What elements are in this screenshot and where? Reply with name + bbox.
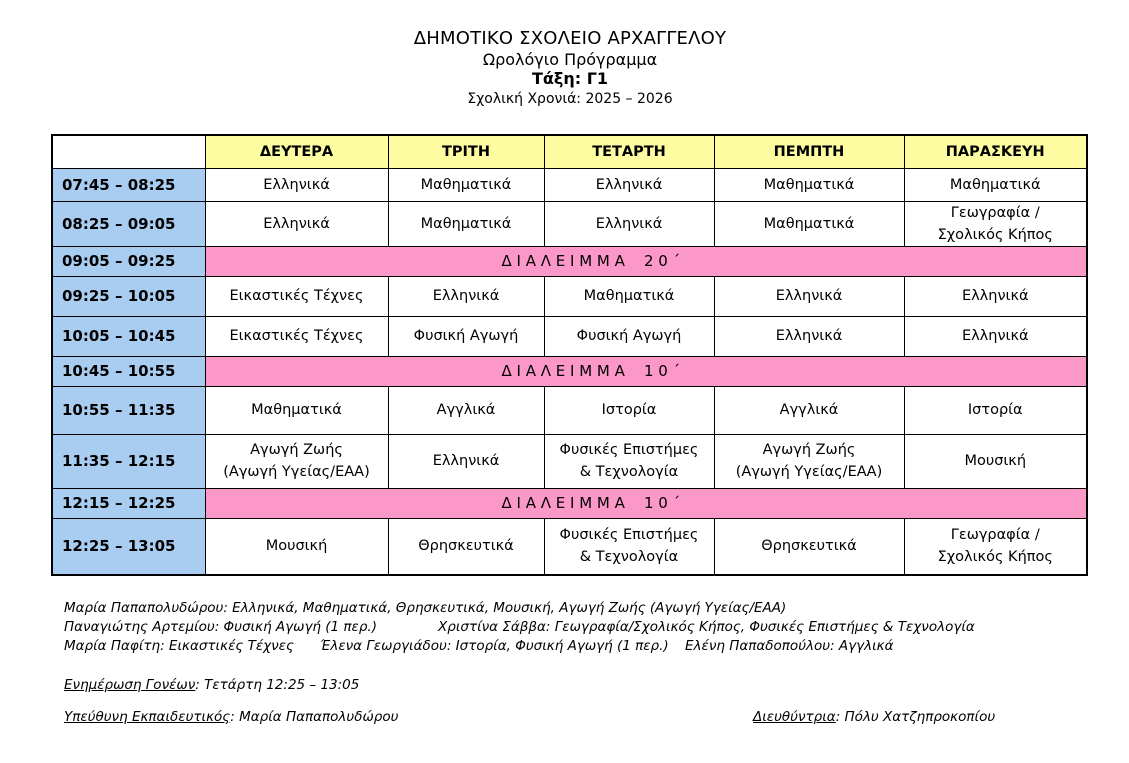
lesson-cell bbox=[388, 276, 544, 316]
teacher-line-3a: Μαρία Παφίτη: Εικαστικές Τέχνες bbox=[64, 638, 294, 654]
teacher-line-3b: Έλενα Γεωργιάδου: Ιστορία, Φυσική Αγωγή (1 περ.) bbox=[320, 638, 669, 654]
lesson-subject: Ελληνικά bbox=[595, 176, 663, 193]
break-row bbox=[52, 488, 1087, 518]
lesson-row bbox=[52, 434, 1087, 488]
lesson-cell bbox=[714, 201, 904, 246]
parents-meeting-label: Ενημέρωση Γονέων bbox=[64, 677, 196, 693]
lesson-subject: Μαθηματικά bbox=[949, 176, 1041, 193]
lesson-cell bbox=[904, 276, 1087, 316]
director-value: : Πόλυ Χατζηπροκοπίου bbox=[835, 709, 996, 725]
lesson-row bbox=[52, 316, 1087, 356]
lesson-cell bbox=[388, 518, 544, 575]
lesson-subject: Μαθηματικά bbox=[763, 176, 855, 193]
lesson-cell bbox=[544, 168, 714, 201]
lesson-subject: Μαθηματικά bbox=[763, 215, 855, 232]
lesson-row bbox=[52, 276, 1087, 316]
lesson-cell bbox=[714, 434, 904, 488]
lesson-subject: Μαθηματικά bbox=[420, 215, 512, 232]
day-header: ΠΕΜΠΤΗ bbox=[714, 135, 904, 168]
time-slot: 08:25 – 09:05 bbox=[52, 201, 205, 246]
lesson-subject: Μουσική bbox=[964, 453, 1027, 469]
lesson-subject: Ελληνικά bbox=[595, 215, 663, 232]
day-header-row bbox=[52, 135, 1087, 168]
lesson-subject: Μαθηματικά bbox=[420, 176, 512, 193]
lesson-subject: Αγωγή Ζωής bbox=[762, 442, 856, 458]
lesson-cell bbox=[544, 276, 714, 316]
lesson-subject: Ιστορία bbox=[967, 402, 1023, 418]
lesson-subject: Φυσικές Επιστήμες bbox=[559, 527, 699, 544]
lesson-cell bbox=[388, 168, 544, 201]
lesson-cell bbox=[205, 386, 388, 434]
school-year: Σχολική Χρονιά: 2025 – 2026 bbox=[467, 91, 673, 107]
parents-meeting-value: : Τετάρτη 12:25 – 13:05 bbox=[195, 677, 360, 693]
break-label: Δ Ι Α Λ Ε Ι Μ Μ Α 1 0 ΄ bbox=[205, 488, 1087, 518]
lesson-subject: Αγγλικά bbox=[436, 402, 496, 418]
lesson-cell bbox=[205, 168, 388, 201]
lesson-subject: Ιστορία bbox=[601, 402, 657, 418]
lesson-cell bbox=[904, 386, 1087, 434]
document-header bbox=[0, 27, 1129, 110]
teacher-line-2b: Χριστίνα Σάββα: Γεωγραφία/Σχολικός Κήπος, Φυσικές Επιστήμες & Τεχνολογία bbox=[438, 619, 975, 635]
lesson-row bbox=[52, 518, 1087, 575]
schedule-table-wrapper bbox=[51, 134, 1088, 576]
day-header: ΤΡΙΤΗ bbox=[388, 135, 544, 168]
lesson-subject: & Τεχνολογία bbox=[579, 464, 679, 480]
lesson-row bbox=[52, 201, 1087, 246]
lesson-cell bbox=[904, 201, 1087, 246]
responsible-teacher bbox=[64, 709, 398, 725]
schedule-table bbox=[51, 134, 1088, 576]
lesson-subject: Μαθηματικά bbox=[583, 288, 675, 304]
lesson-subject: Ελληνικά bbox=[263, 215, 330, 232]
day-header: ΠΑΡΑΣΚΕΥΗ bbox=[904, 135, 1087, 168]
class-label: Τάξη: Γ1 bbox=[531, 69, 609, 88]
school-name: ΔΗΜΟΤΙΚΟ ΣΧΟΛΕΙΟ ΑΡΧΑΓΓΕΛΟΥ bbox=[413, 28, 727, 49]
schedule-subtitle: Ωρολόγιο Πρόγραμμα bbox=[482, 50, 658, 69]
lesson-cell bbox=[714, 276, 904, 316]
lesson-cell bbox=[205, 434, 388, 488]
lesson-subject: Φυσική Αγωγή bbox=[413, 328, 519, 344]
lesson-cell bbox=[205, 201, 388, 246]
lesson-cell bbox=[388, 386, 544, 434]
director bbox=[753, 709, 995, 725]
break-label: Δ Ι Α Λ Ε Ι Μ Μ Α 1 0 ΄ bbox=[205, 356, 1087, 386]
lesson-subject: Θρησκευτικά bbox=[418, 538, 514, 555]
lesson-cell bbox=[714, 316, 904, 356]
corner-cell bbox=[52, 135, 205, 168]
lesson-subject: Αγωγή Ζωής bbox=[250, 442, 343, 458]
lesson-cell bbox=[714, 386, 904, 434]
day-header: ΔΕΥΤΕΡΑ bbox=[205, 135, 388, 168]
lesson-subject: Μουσική bbox=[265, 538, 328, 555]
lesson-subject: Γεωγραφία / bbox=[950, 527, 1040, 544]
lesson-cell bbox=[904, 316, 1087, 356]
break-row bbox=[52, 356, 1087, 386]
lesson-subject: (Αγωγή Υγείας/ΕΑΑ) bbox=[223, 464, 370, 480]
lesson-subject: Σχολικός Κήπος bbox=[937, 549, 1053, 566]
lesson-subject: Γεωγραφία / bbox=[950, 204, 1040, 221]
time-slot: 09:05 – 09:25 bbox=[52, 246, 205, 276]
lesson-subject: Μαθηματικά bbox=[251, 402, 342, 418]
lesson-row bbox=[52, 386, 1087, 434]
time-slot: 10:55 – 11:35 bbox=[52, 386, 205, 434]
lesson-cell bbox=[205, 316, 388, 356]
lesson-row bbox=[52, 168, 1087, 201]
teacher-notes bbox=[64, 599, 975, 656]
time-slot: 12:25 – 13:05 bbox=[52, 518, 205, 575]
break-label: Δ Ι Α Λ Ε Ι Μ Μ Α 2 0 ΄ bbox=[205, 246, 1087, 276]
lesson-subject: Εικαστικές Τέχνες bbox=[229, 288, 364, 304]
lesson-subject: Φυσική Αγωγή bbox=[576, 328, 682, 344]
lesson-cell bbox=[544, 386, 714, 434]
lesson-cell bbox=[904, 434, 1087, 488]
break-row bbox=[52, 246, 1087, 276]
lesson-subject: (Αγωγή Υγείας/ΕΑΑ) bbox=[735, 464, 883, 480]
lesson-cell bbox=[714, 518, 904, 575]
lesson-subject: Ελληνικά bbox=[263, 176, 330, 193]
responsible-label: Υπεύθυνη Εκπαιδευτικός bbox=[64, 709, 231, 725]
lesson-subject: & Τεχνολογία bbox=[579, 549, 679, 566]
lesson-cell bbox=[544, 201, 714, 246]
lesson-subject: Ελληνικά bbox=[961, 328, 1029, 344]
time-slot: 09:25 – 10:05 bbox=[52, 276, 205, 316]
day-header: ΤΕΤΑΡΤΗ bbox=[544, 135, 714, 168]
time-slot: 11:35 – 12:15 bbox=[52, 434, 205, 488]
time-slot: 07:45 – 08:25 bbox=[52, 168, 205, 201]
lesson-cell bbox=[714, 168, 904, 201]
lesson-subject: Ελληνικά bbox=[775, 288, 843, 304]
lesson-cell bbox=[205, 518, 388, 575]
lesson-cell bbox=[544, 434, 714, 488]
lesson-cell bbox=[904, 168, 1087, 201]
lesson-cell bbox=[544, 316, 714, 356]
responsible-value: : Μαρία Παπαπολυδώρου bbox=[230, 709, 399, 725]
lesson-cell bbox=[388, 201, 544, 246]
lesson-cell bbox=[388, 316, 544, 356]
lesson-subject: Αγγλικά bbox=[779, 402, 839, 418]
teacher-line-3c: Ελένη Παπαδοπούλου: Αγγλικά bbox=[685, 638, 894, 654]
lesson-subject: Φυσικές Επιστήμες bbox=[559, 442, 699, 458]
lesson-cell bbox=[904, 518, 1087, 575]
lesson-cell bbox=[544, 518, 714, 575]
time-slot: 10:05 – 10:45 bbox=[52, 316, 205, 356]
lesson-subject: Σχολικός Κήπος bbox=[937, 226, 1053, 243]
time-slot: 10:45 – 10:55 bbox=[52, 356, 205, 386]
teacher-line-2a: Παναγιώτης Αρτεμίου: Φυσική Αγωγή (1 περ.) bbox=[64, 619, 377, 635]
lesson-subject: Ελληνικά bbox=[432, 453, 500, 469]
time-slot: 12:15 – 12:25 bbox=[52, 488, 205, 518]
lesson-subject: Ελληνικά bbox=[432, 288, 500, 304]
lesson-subject: Θρησκευτικά bbox=[761, 538, 857, 555]
lesson-subject: Εικαστικές Τέχνες bbox=[229, 328, 364, 344]
parents-meeting bbox=[64, 677, 359, 693]
lesson-subject: Ελληνικά bbox=[775, 328, 843, 344]
lesson-cell bbox=[388, 434, 544, 488]
lesson-cell bbox=[205, 276, 388, 316]
teacher-line-1: Μαρία Παπαπολυδώρου: Ελληνικά, Μαθηματικά, Θρησκευτικά, Μουσική, Αγωγή Ζωής (Αγωγή Υγείας/ΕΑΑ) bbox=[64, 600, 787, 616]
lesson-subject: Ελληνικά bbox=[961, 288, 1029, 304]
director-label: Διευθύντρια bbox=[753, 709, 836, 725]
